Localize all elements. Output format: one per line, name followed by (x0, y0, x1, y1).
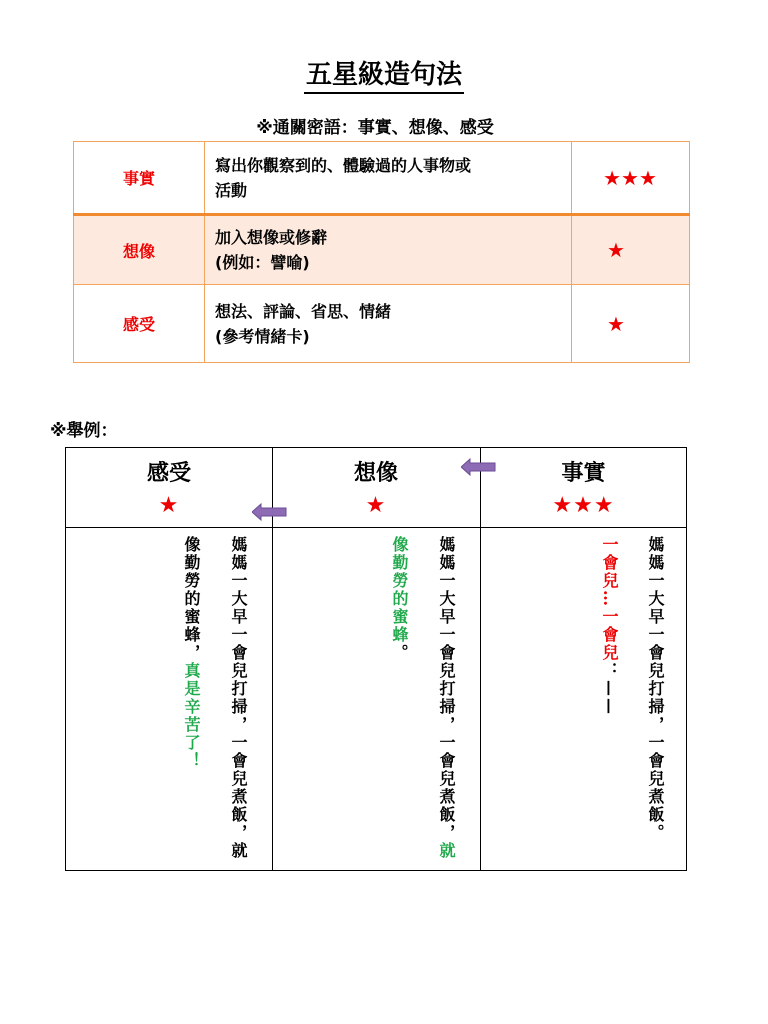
header-fact: 事實 ★★★ (480, 456, 687, 518)
feeling-sentence-col1: 媽媽一大早一會兒打掃，一會兒煮飯，就 (229, 536, 248, 860)
row-label: 想像 (74, 215, 205, 285)
header-imagination: 想像 ★ (272, 456, 480, 518)
row-description: 寫出你觀察到的、體驗過的人事物或 活動 (205, 142, 572, 215)
example-label: ※舉例： (50, 421, 118, 441)
imagination-sentence-col2: 像勤勞的蜜蜂。 (390, 536, 409, 662)
star-rating: ★★★ (552, 493, 615, 518)
row-description: 想法、評論、省思、情緒 (參考情緒卡) (205, 285, 572, 363)
guide-table (73, 141, 690, 363)
guide-row-fact (74, 142, 690, 215)
star-rating: ★ (158, 493, 180, 518)
fact-pattern-col: 一會兒…一會兒：—— (600, 536, 619, 716)
row-label: 感受 (74, 285, 205, 363)
header-divider (66, 527, 686, 528)
page-title: 五星級造句法 (0, 54, 768, 91)
guide-row-feeling (74, 285, 690, 363)
imagination-sentence-col1: 媽媽一大早一會兒打掃，一會兒煮飯，就 (437, 536, 456, 860)
guide-row-imagination (74, 215, 690, 285)
left-arrow-icon (461, 458, 497, 476)
example-table (65, 447, 687, 871)
password-line: ※通關密語：事實、想像、感受 (256, 118, 494, 138)
row-label: 事實 (74, 142, 205, 215)
star-rating: ★ (572, 285, 690, 363)
star-rating: ★★★ (572, 142, 690, 215)
left-arrow-icon (252, 503, 288, 521)
feeling-sentence-col2: 像勤勞的蜜蜂，真是辛苦了！ (182, 536, 201, 770)
header-feeling: 感受 ★ (66, 456, 272, 518)
star-rating: ★ (572, 215, 690, 285)
star-rating: ★ (365, 493, 387, 518)
row-description: 加入想像或修辭 (例如：譬喻) (205, 215, 572, 285)
fact-sentence-col1: 媽媽一大早一會兒打掃，一會兒煮飯。 (646, 536, 665, 842)
